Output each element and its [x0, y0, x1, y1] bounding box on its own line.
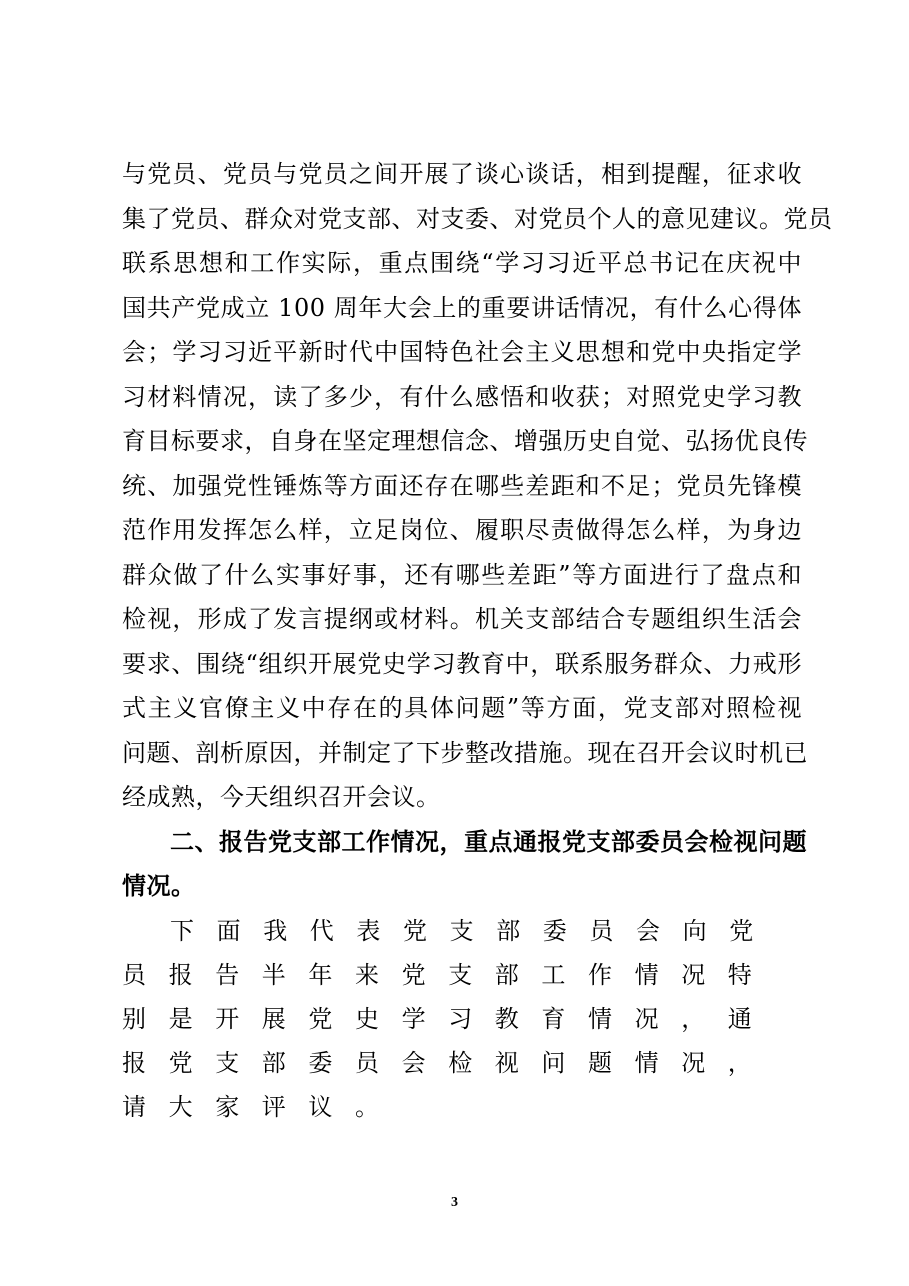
paragraph-line: 范作用发挥怎么样，立足岗位、履职尽责做得怎么样，为身边 — [122, 516, 802, 544]
paragraph-line: 别是开展党史学习教育情况，通 — [122, 1004, 775, 1033]
paragraph-line: 联系思想和工作实际，重点围绕“学习习近平总书记在庆祝中 — [122, 249, 802, 277]
paragraph-line: 集了党员、群众对党支部、对支委、对党员个人的意见建议。党员 — [122, 204, 833, 233]
paragraph-line: 员报告半年来党支部工作情况特 — [122, 960, 775, 989]
heading-line: 情况。 — [122, 872, 196, 900]
heading-line: 二、报告党支部工作情况，重点通报党支部委员会检视问题 — [170, 827, 807, 856]
paragraph-line: 育目标要求，自身在坚定理想信念、增强历史自觉、弘扬优良传 — [122, 427, 808, 455]
paragraph-line: 请大家评议。 — [122, 1092, 402, 1121]
paragraph-line: 统、加强党性锤炼等方面还存在哪些差距和不足；党员先锋模 — [122, 471, 802, 500]
page-body — [122, 152, 833, 1129]
paragraph-line: 下面我代表党支部委员会向党 — [170, 916, 776, 945]
section-heading — [122, 820, 807, 909]
paragraph-continuation — [122, 152, 833, 820]
paragraph-line: 问题、剖析原因，并制定了下步整改措施。现在召开会议时机已 — [122, 738, 808, 767]
paragraph-line: 与党员、党员与党员之间开展了谈心谈话，相到提醒，征求收 — [122, 160, 802, 188]
paragraph-line: 要求、围绕“组织开展党史学习教育中，联系服务群众、力戒形 — [122, 649, 802, 678]
paragraph-line: 群众做了什么实事好事，还有哪些差距”等方面进行了盘点和 — [122, 560, 802, 589]
page-number: 3 — [451, 1195, 458, 1210]
paragraph-line: 检视，形成了发言提纲或材料。机关支部结合专题组织生活会 — [122, 605, 802, 633]
paragraph-line: 式主义官僚主义中存在的具体问题”等方面，党支部对照检视 — [122, 694, 802, 722]
paragraph-line: 报党支部委员会检视问题情况， — [122, 1048, 775, 1077]
paragraph-line: 国共产党成立 100 周年大会上的重要讲话情况，有什么心得体 — [122, 293, 802, 322]
paragraph-line: 会；学习习近平新时代中国特色社会主义思想和党中央指定学 — [122, 338, 802, 366]
paragraph-report — [122, 909, 802, 1129]
paragraph-line: 习材料情况，读了多少，有什么感悟和收获；对照党史学习教 — [122, 382, 802, 411]
paragraph-line: 经成熟，今天组织召开会议。 — [122, 783, 441, 811]
